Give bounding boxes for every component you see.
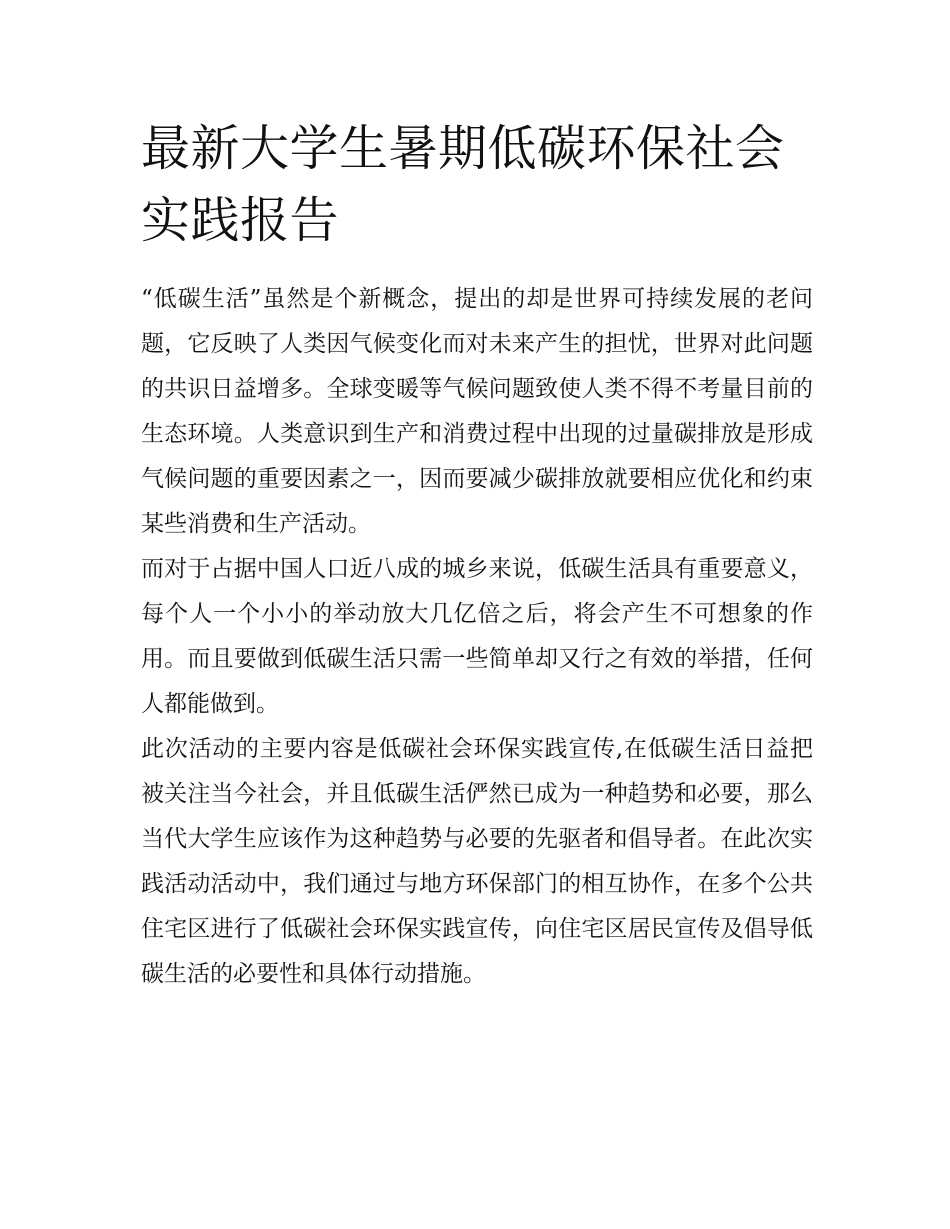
document-page: [141, 0, 813, 997]
document-body: [141, 277, 813, 997]
paragraph-3: 此次活动的主要内容是低碳社会环保实践宣传,在低碳生活日益把被关注当今社会，并且低碳生活俨然已成为一种趋势和必要，那么当代大学生应该作为这种趋势与必要的先驱者和倡导者。在此次实践活动活动中，我们通过与地方环保部门的相互协作，在多个公共住宅区进行了低碳社会环保实践宣传，向住宅区居民宣传及倡导低碳生活的必要性和具体行动措施。: [141, 736, 813, 987]
document-title: 最新大学生暑期低碳环保社会实践报告: [141, 120, 785, 249]
paragraph-1: “低碳生活”虽然是个新概念，提出的却是世界可持续发展的老问题，它反映了人类因气候变化而对未来产生的担忧，世界对此问题的共识日益增多。全球变暖等气候问题致使人类不得不考量目前的生态环境。人类意识到生产和消费过程中出现的过量碳排放是形成气候问题的重要因素之一，因而要减少碳排放就要相应优化和约束某些消费和生产活动。: [141, 286, 813, 537]
paragraph-2: 而对于占据中国人口近八成的城乡来说，低碳生活具有重要意义，每个人一个小小的举动放大几亿倍之后，将会产生不可想象的作用。而且要做到低碳生活只需一些简单却又行之有效的举措，任何人都能做到。: [141, 556, 813, 717]
